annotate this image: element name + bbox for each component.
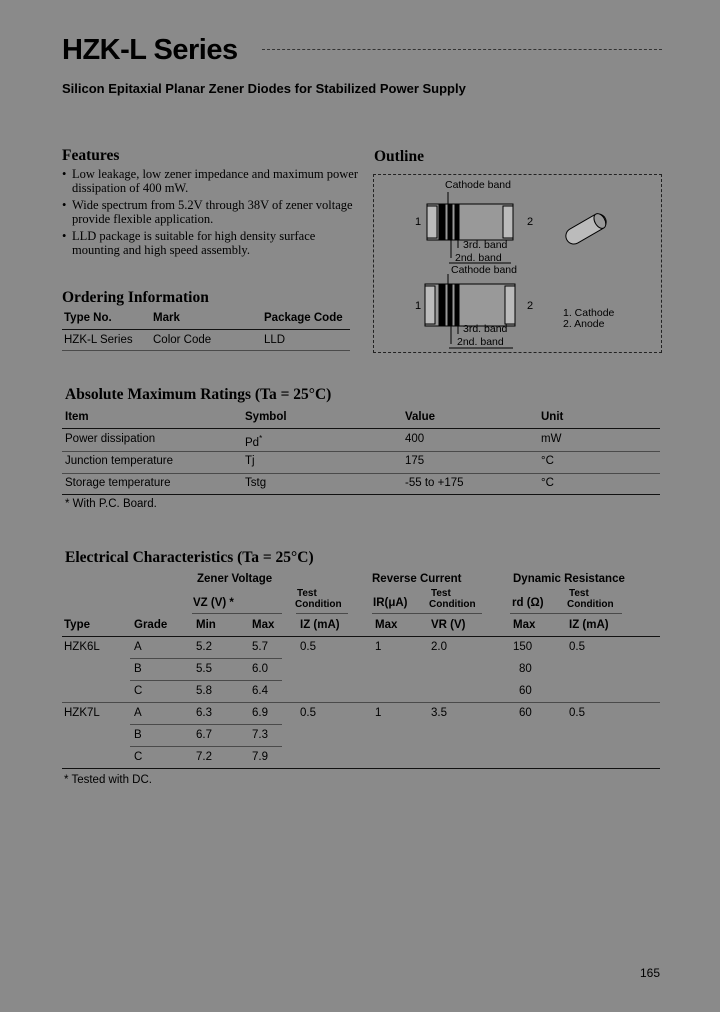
test-label: Test bbox=[569, 588, 589, 599]
ratings-bottom-rule bbox=[62, 494, 660, 495]
test-label: Test bbox=[431, 588, 451, 599]
rating-unit: °C bbox=[541, 455, 554, 467]
row-rule bbox=[130, 680, 282, 681]
ir-rule bbox=[372, 613, 482, 614]
col-ir-max: Max bbox=[375, 619, 398, 631]
outline-heading: Outline bbox=[374, 148, 424, 165]
diode-outline-drawing bbox=[373, 174, 662, 353]
ordering-col-mark: Mark bbox=[153, 312, 180, 324]
ratings-col-unit: Unit bbox=[541, 411, 564, 423]
col-iz2: IZ (mA) bbox=[569, 619, 609, 631]
col-min: Min bbox=[196, 619, 216, 631]
group-dynamic-resistance: Dynamic Resistance bbox=[513, 573, 625, 585]
electrical-heading: Electrical Characteristics (Ta = 25°C) bbox=[65, 549, 314, 566]
rating-item: Power dissipation bbox=[65, 433, 156, 445]
test-rule bbox=[296, 613, 348, 614]
row-rule bbox=[130, 746, 282, 747]
pin-1-label-bottom: 1 bbox=[415, 300, 422, 312]
vz-label: VZ (V) * bbox=[193, 597, 234, 609]
ordering-bottom-rule bbox=[62, 350, 350, 351]
ratings-row-rule bbox=[62, 451, 660, 452]
ratings-col-symbol: Symbol bbox=[245, 411, 287, 423]
third-band-label: 3rd. band bbox=[463, 239, 508, 251]
feature-item: • Low leakage, low zener impedance and maximum power dissipation of 400 mW. bbox=[62, 168, 362, 195]
electrical-note: * Tested with DC. bbox=[64, 774, 152, 786]
ordering-col-type: Type No. bbox=[64, 312, 112, 324]
diode-3d bbox=[563, 211, 609, 247]
test-label: Test bbox=[297, 588, 317, 599]
rating-value: 175 bbox=[405, 455, 425, 467]
group-zener-voltage: Zener Voltage bbox=[197, 573, 273, 585]
rating-symbol: Tj bbox=[245, 455, 255, 467]
ordering-package: LLD bbox=[264, 334, 286, 346]
ordering-col-package: Package Code bbox=[264, 312, 343, 324]
group-rule bbox=[62, 702, 660, 703]
rating-item: Storage temperature bbox=[65, 477, 171, 489]
rating-item: Junction temperature bbox=[65, 455, 174, 467]
ordering-type: HZK-L Series bbox=[64, 334, 133, 346]
feature-item: • Wide spectrum from 5.2V through 38V of zener voltage provide flexible application. bbox=[62, 199, 362, 226]
col-iz: IZ (mA) bbox=[300, 619, 340, 631]
rd-rule bbox=[510, 613, 622, 614]
group-reverse-current: Reverse Current bbox=[372, 573, 462, 585]
ordering-header-rule bbox=[62, 329, 350, 330]
second-band-label-bottom: 2nd. band bbox=[457, 336, 504, 348]
cathode-band-label: Cathode band bbox=[445, 179, 511, 191]
page-subtitle: Silicon Epitaxial Planar Zener Diodes for Stabilized Power Supply bbox=[62, 81, 466, 96]
rating-unit: mW bbox=[541, 433, 562, 445]
ratings-note: * With P.C. Board. bbox=[65, 498, 157, 510]
page-title: HZK-L Series bbox=[62, 34, 238, 66]
legend-anode: 2. Anode bbox=[563, 318, 605, 330]
pin-1-label: 1 bbox=[415, 216, 422, 228]
rating-symbol: Pd* bbox=[245, 434, 263, 449]
electrical-header-rule bbox=[62, 636, 660, 637]
condition-label: Condition bbox=[567, 599, 614, 610]
col-grade: Grade bbox=[134, 619, 168, 631]
rating-value: 400 bbox=[405, 433, 425, 445]
ratings-col-value: Value bbox=[405, 411, 436, 423]
ordering-heading: Ordering Information bbox=[62, 289, 209, 306]
pin-2-label-bottom: 2 bbox=[527, 300, 534, 312]
pin-2-label: 2 bbox=[527, 216, 534, 228]
row-rule bbox=[130, 658, 282, 659]
cathode-band-label-bottom: Cathode band bbox=[451, 264, 517, 276]
features-heading: Features bbox=[62, 147, 120, 164]
rating-value: -55 to +175 bbox=[405, 477, 464, 489]
ordering-mark: Color Code bbox=[153, 334, 212, 346]
electrical-bottom-rule bbox=[62, 768, 660, 769]
legend-cathode: 1. Cathode bbox=[563, 307, 615, 319]
col-vr: VR (V) bbox=[431, 619, 466, 631]
feature-item: • LLD package is suitable for high density surface mounting and high speed assembly. bbox=[62, 230, 362, 257]
ir-label: IR(μA) bbox=[373, 597, 408, 609]
condition-label: Condition bbox=[295, 599, 342, 610]
ratings-heading: Absolute Maximum Ratings (Ta = 25°C) bbox=[65, 386, 332, 403]
rating-symbol: Tstg bbox=[245, 477, 267, 489]
ratings-col-item: Item bbox=[65, 411, 89, 423]
rating-unit: °C bbox=[541, 477, 554, 489]
second-band-label: 2nd. band bbox=[455, 252, 502, 264]
features-list bbox=[62, 168, 362, 261]
col-type: Type bbox=[64, 619, 90, 631]
row-rule bbox=[130, 724, 282, 725]
col-rd-max: Max bbox=[513, 619, 536, 631]
col-max: Max bbox=[252, 619, 275, 631]
page-number: 165 bbox=[640, 966, 661, 980]
vz-rule bbox=[192, 613, 282, 614]
ratings-row-rule bbox=[62, 473, 660, 474]
rd-label: rd (Ω) bbox=[512, 597, 544, 609]
title-rule bbox=[262, 49, 662, 50]
ratings-header-rule bbox=[62, 428, 660, 429]
third-band-label-bottom: 3rd. band bbox=[463, 323, 508, 335]
condition-label: Condition bbox=[429, 599, 476, 610]
